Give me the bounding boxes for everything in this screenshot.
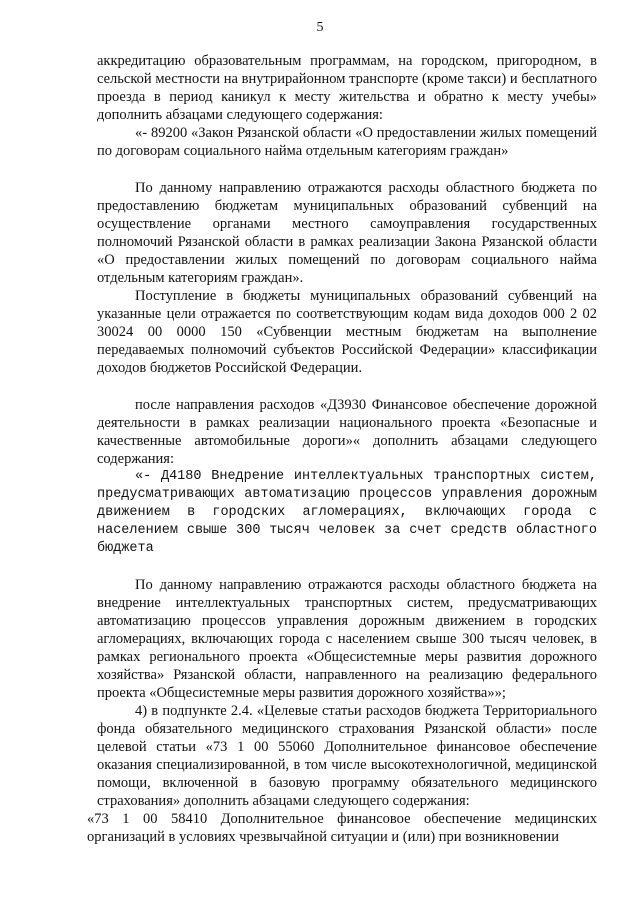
paragraph-subvention-income: Поступление в бюджеты муниципальных образований субвенций на указанные цели отражается по соответствующим кодам вида доходов 000 2 02 30024 00 0000 150 «Субвенции местным бюджетам на выполнение передаваемых полномочий субъектов Российской Федерации» классификации доходов бюджетов Российской Федерации. — [97, 288, 597, 376]
paragraph-after-d3930: после направления расходов «Д3930 Финансовое обеспечение дорожной деятельности в рамках реализации национального проекта «Безопасные и качественные автомобильные дороги»« дополнить абзацами следующего содержания: — [97, 397, 597, 467]
paragraph-subclause-2-4: 4) в подпункте 2.4. «Целевые статьи расходов бюджета Территориального фонда обязательного медицинского страхования Рязанской области» после целевой статьи «73 1 00 55060 Дополнительное финансовое обеспечение оказания специализированной, в том числе высокотехнологичной, медицинской помощи, включенной в базовую программу обязательного медицинского страхования» дополнить абзацами следующего содержания: — [97, 703, 597, 809]
document-body — [87, 52, 597, 846]
page-number: 5 — [316, 20, 324, 35]
paragraph-accreditation-continuation: аккредитацию образовательным программам, на городском, пригородном, в сельской местности на внутрирайонном транспорте (кроме такси) и бесплатного проезда в период каникул к месту жительства и обратно к месту учебы» дополнить абзацами следующего содержания: — [97, 53, 597, 123]
paragraph-d4180-description: По данному направлению отражаются расходы областного бюджета на внедрение интеллектуальных транспортных систем, предусматривающих автоматизацию процессов управления дорожным движением в городских агломерациях, включающих города с населением свыше 300 тысяч человек, в рамках регионального проекта «Общесистемные меры развития дорожного хозяйства» Рязанской области, направленного на реализацию федерального проекта «Общесистемные меры развития дорожного хозяйства»»; — [97, 577, 597, 701]
paragraph-item-89200: «- 89200 «Закон Рязанской области «О предоставлении жилых помещений по договорам социального найма отдельным категориям граждан» — [97, 125, 597, 159]
paragraph-item-d4180: «- Д4180 Внедрение интеллектуальных транспортных систем, предусматривающих автоматизацию процессов управления дорожным движением в городских агломерациях, включающих города с населением свыше 300 тысяч человек за счет средств областного бюджета — [97, 469, 597, 556]
paragraph-89200-description: По данному направлению отражаются расходы областного бюджета по предоставлению бюджетам муниципальных образований субвенций на осуществление органами местного самоуправления государственных полномочий Рязанской области в рамках реализации Закона Рязанской области «О предоставлении жилых помещений по договорам социального найма отдельным категориям граждан». — [97, 180, 597, 286]
paragraph-item-73-1-00-58410: «73 1 00 58410 Дополнительное финансовое обеспечение медицинских организаций в условиях чрезвычайной ситуации и (или) при возникновении — [87, 811, 597, 845]
